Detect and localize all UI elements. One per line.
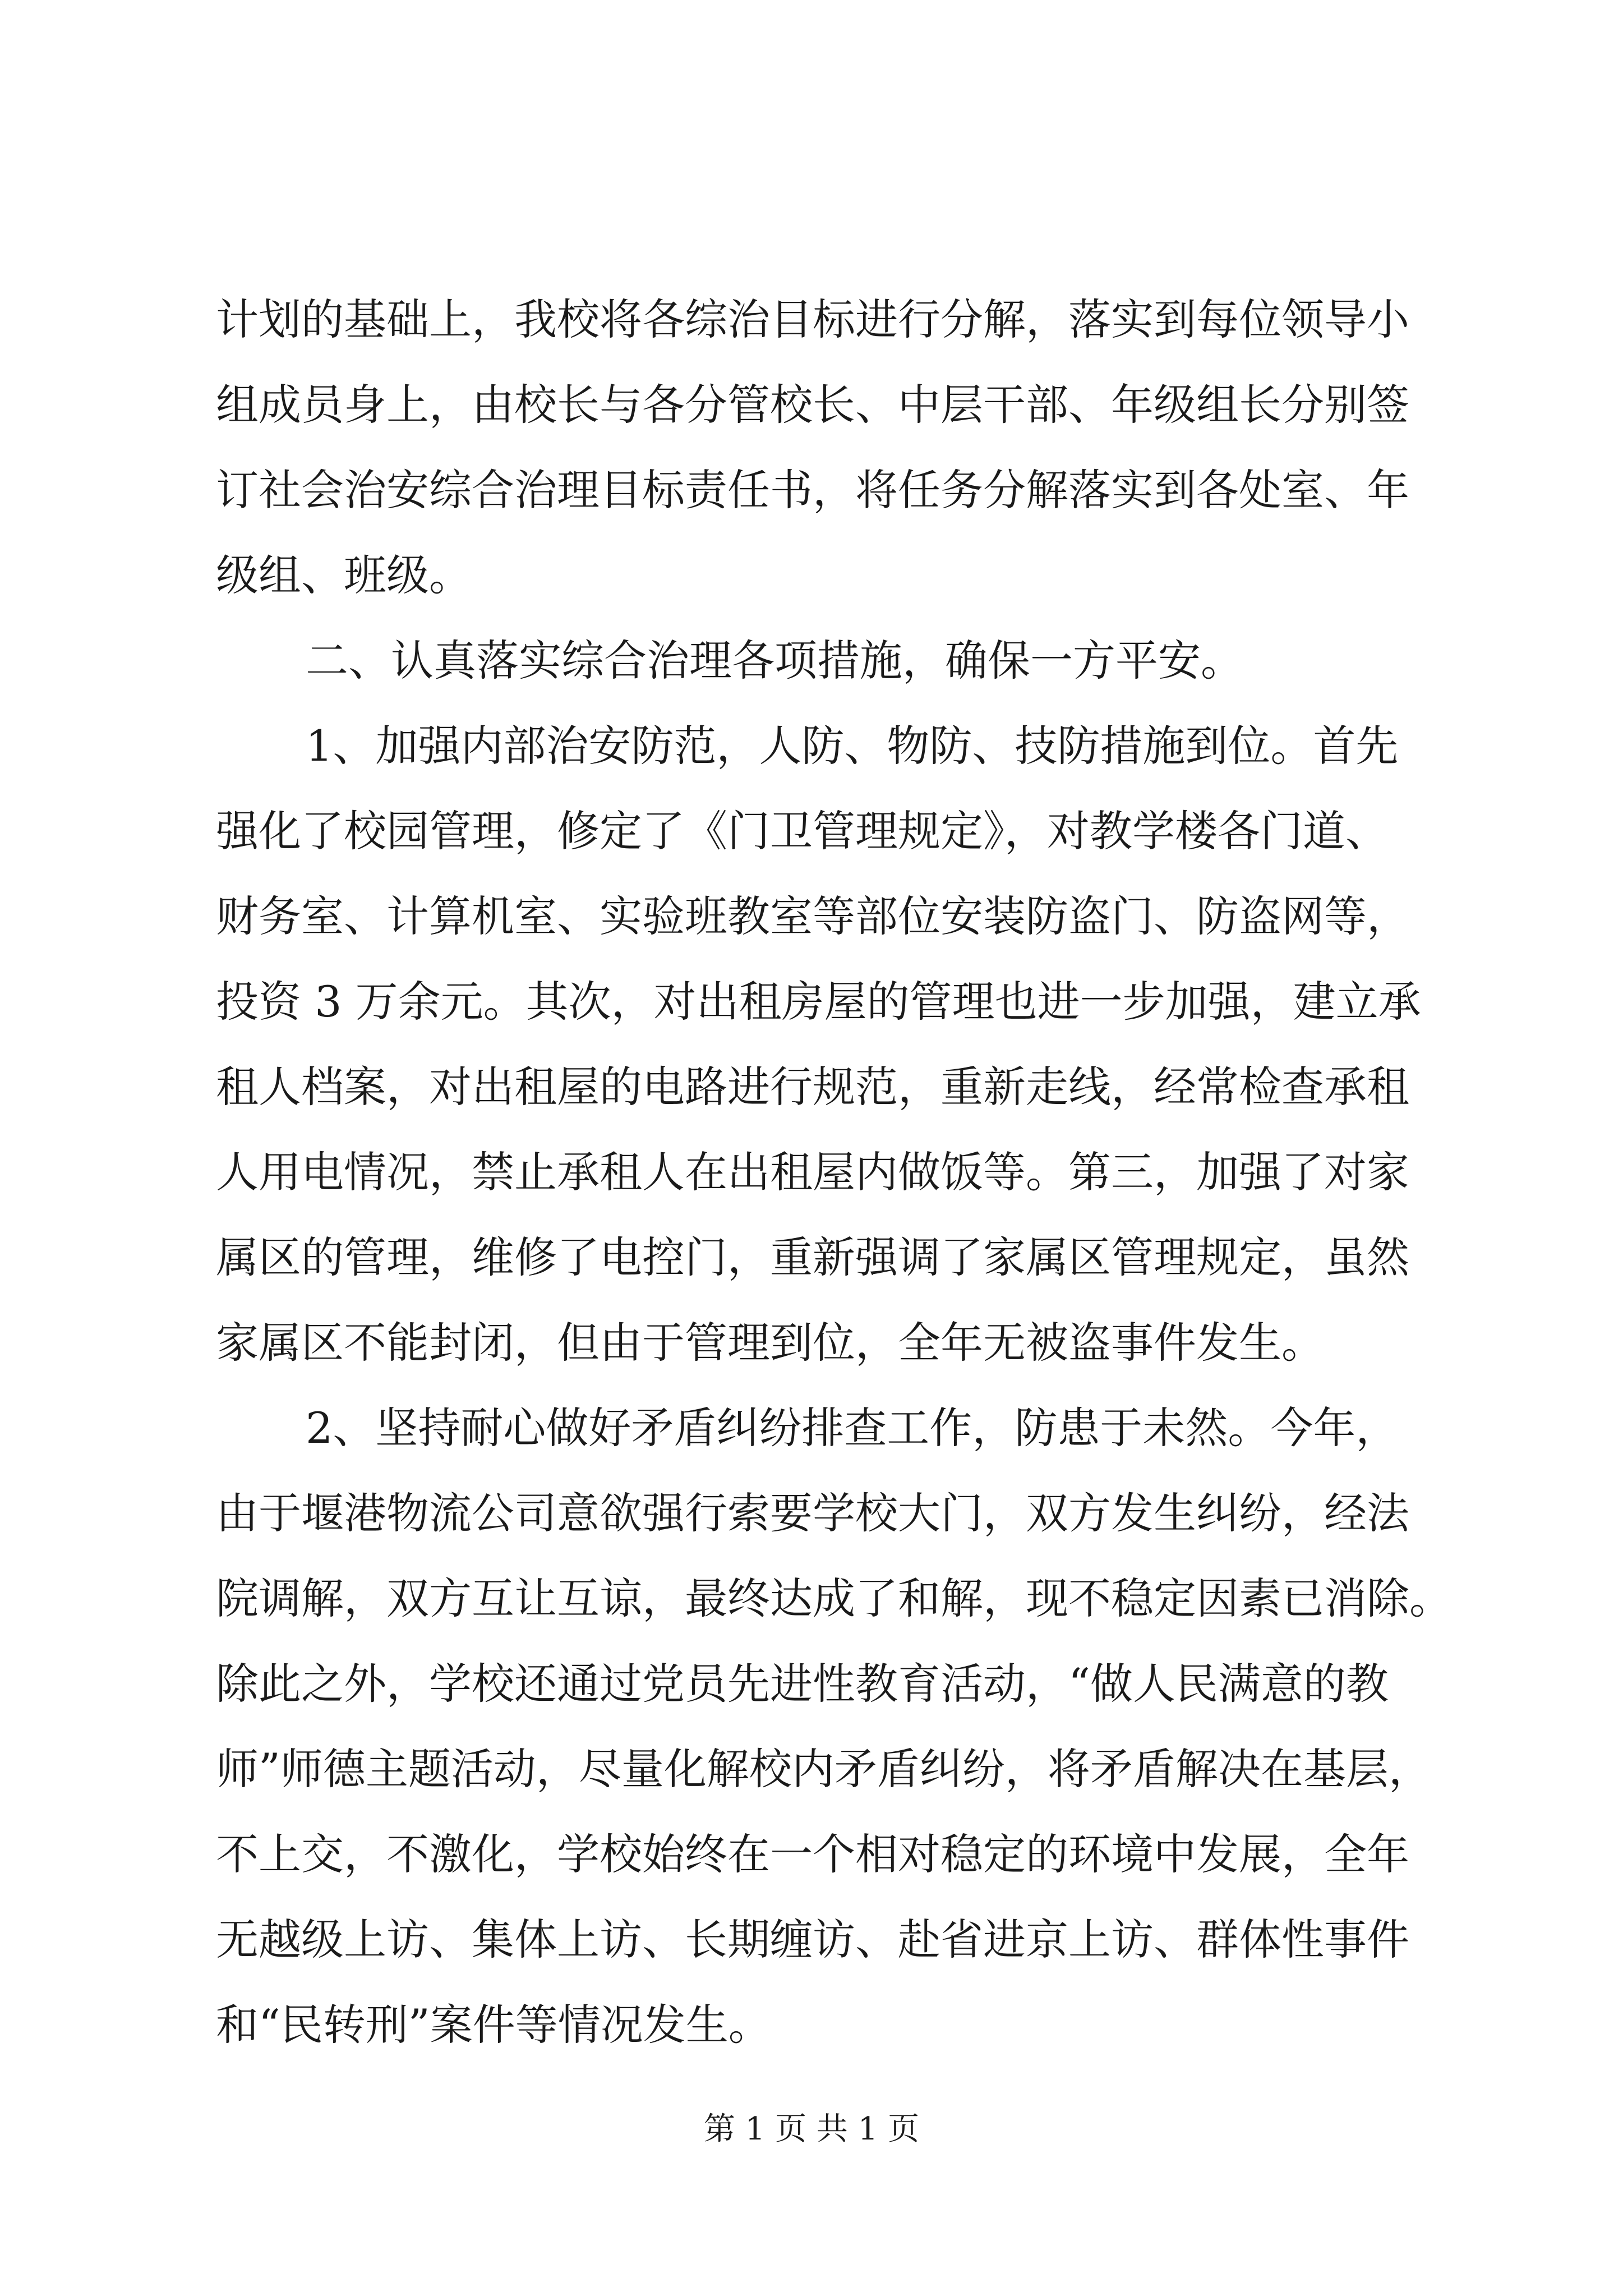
body-line: 除此之外，学校还通过党员先进性教育活动，“做人民满意的教: [216, 1659, 1389, 1709]
page-footer: 第 1 页 共 1 页: [703, 2111, 920, 2147]
body-line: 无越级上访、集体上访、长期缠访、赴省进京上访、群体性事件: [216, 1915, 1409, 1964]
body-line: 2、坚持耐心做好矛盾纠纷排查工作，防患于未然。今年，: [306, 1403, 1399, 1453]
body-line: 订社会治安综合治理目标责任书，将任务分解落实到各处室、年: [216, 465, 1409, 515]
body-line: 租人档案，对出租屋的电路进行规范，重新走线，经常检查承租: [216, 1062, 1409, 1112]
body-line: 投资 3 万余元。其次，对出租房屋的管理也进一步加强，建立承: [216, 977, 1421, 1027]
body-line: 财务室、计算机室、实验班教室等部位安装防盗门、防盗网等，: [216, 891, 1409, 941]
body-line: 1、加强内部治安防范，人防、物防、技防措施到位。首先: [306, 721, 1399, 771]
body-line: 属区的管理，维修了电控门，重新强调了家属区管理规定，虽然: [216, 1232, 1409, 1282]
body-line: 组成员身上，由校长与各分管校长、中层干部、年级组长分别签: [216, 380, 1409, 430]
body-line: 级组、班级。: [216, 550, 472, 600]
body-line: 师”师德主题活动，尽量化解校内矛盾纠纷，将矛盾解决在基层，: [216, 1744, 1431, 1794]
section-heading: 二、认真落实综合治理各项措施，确保一方平安。: [306, 636, 1243, 685]
body-line: 院调解，双方互让互谅，最终达成了和解，现不稳定因素已消除。: [216, 1573, 1452, 1623]
body-line: 家属区不能封闭，但由于管理到位，全年无被盗事件发生。: [216, 1318, 1324, 1368]
body-line: 由于堰港物流公司意欲强行索要学校大门，双方发生纠纷，经法: [216, 1488, 1409, 1538]
body-line: 计划的基础上，我校将各综治目标进行分解，落实到每位领导小: [216, 295, 1409, 344]
body-line: 强化了校园管理，修定了《门卫管理规定》，对教学楼各门道、: [216, 806, 1388, 856]
body-line: 不上交，不激化，学校始终在一个相对稳定的环境中发展，全年: [216, 1829, 1409, 1879]
body-line: 和“民转刑”案件等情况发生。: [216, 2000, 771, 2050]
body-line: 人用电情况，禁止承租人在出租屋内做饭等。第三，加强了对家: [216, 1147, 1409, 1197]
